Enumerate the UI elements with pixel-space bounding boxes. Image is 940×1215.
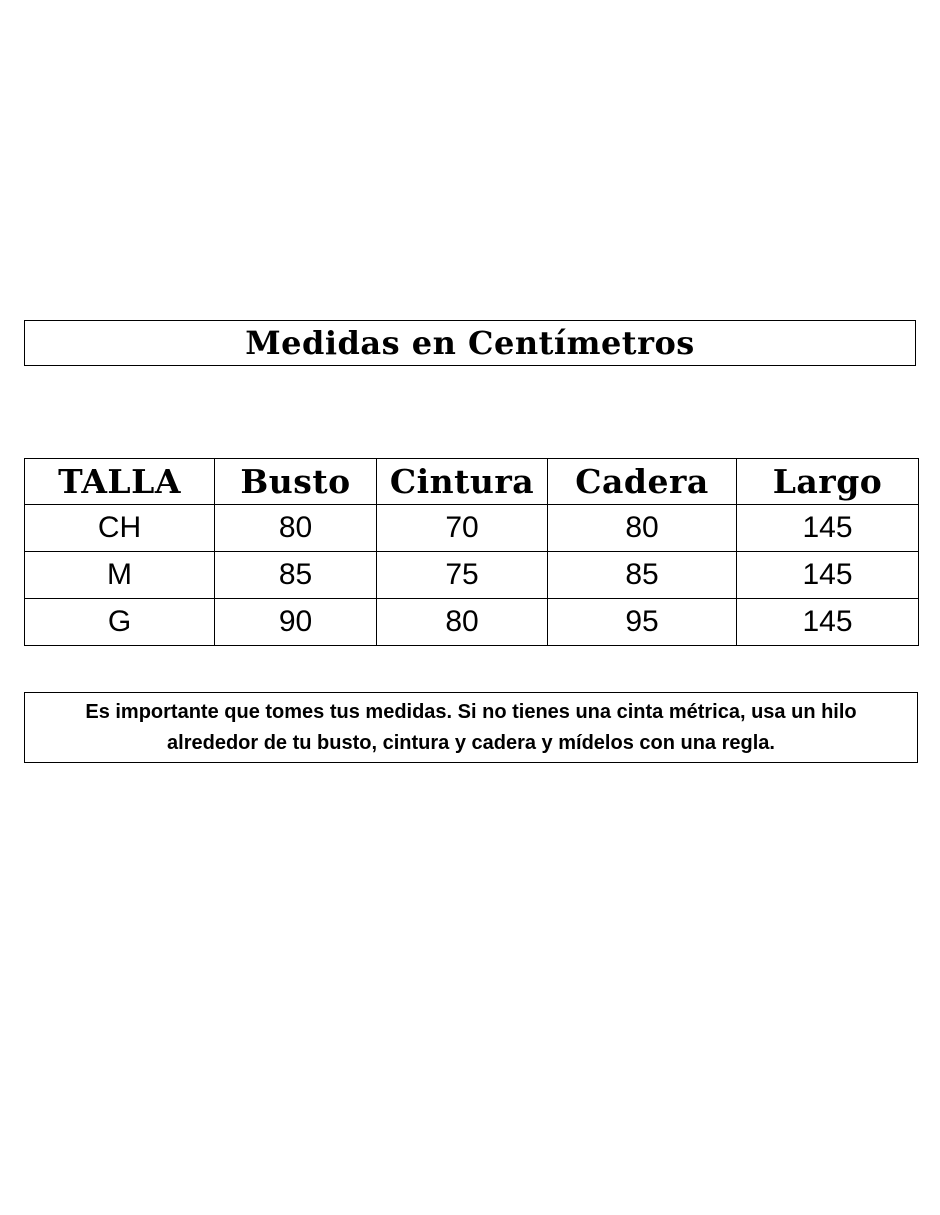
table-header-row (25, 459, 919, 505)
measurement-note: Es importante que tomes tus medidas. Si no tienes una cinta métrica, usa un hilo alrededor de tu busto, cintura y cadera y mídelos con una regla. (85, 700, 857, 754)
table-row (25, 599, 919, 646)
size-table (24, 458, 919, 646)
cell-cadera: 85 (548, 552, 737, 599)
cell-cintura: 70 (377, 505, 548, 552)
header-largo: Largo (737, 459, 919, 505)
cell-largo: 145 (737, 505, 919, 552)
cell-talla: G (25, 599, 215, 646)
cell-busto: 80 (215, 505, 377, 552)
table-row (25, 552, 919, 599)
cell-cintura: 75 (377, 552, 548, 599)
cell-largo: 145 (737, 599, 919, 646)
header-cadera: Cadera (548, 459, 737, 505)
title-box (24, 320, 916, 366)
cell-cadera: 95 (548, 599, 737, 646)
cell-cintura: 80 (377, 599, 548, 646)
page-title: Medidas en Centímetros (245, 324, 695, 362)
cell-talla: M (25, 552, 215, 599)
header-cintura: Cintura (377, 459, 548, 505)
cell-busto: 90 (215, 599, 377, 646)
table-row (25, 505, 919, 552)
header-busto: Busto (215, 459, 377, 505)
cell-busto: 85 (215, 552, 377, 599)
header-talla: TALLA (25, 459, 215, 505)
cell-talla: CH (25, 505, 215, 552)
cell-largo: 145 (737, 552, 919, 599)
note-box (24, 692, 918, 763)
cell-cadera: 80 (548, 505, 737, 552)
